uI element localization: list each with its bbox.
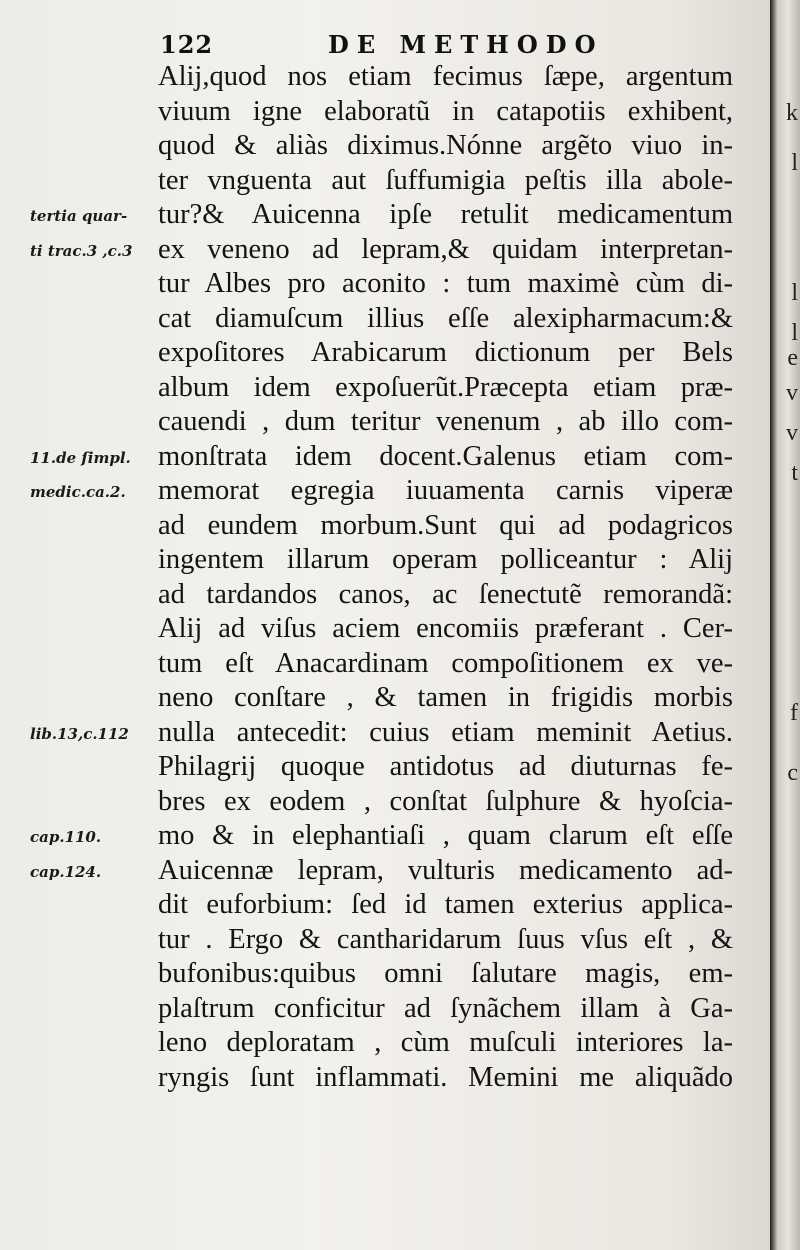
text-line: monſtrata idem docent.Galenus etiam com- xyxy=(158,440,733,472)
adjacent-page-letter: v xyxy=(786,380,798,406)
text-line: album idem expoſuerũt.Præcepta etiam præ- xyxy=(158,371,733,403)
adjacent-page-letter: l xyxy=(791,150,798,176)
text-line: ad tardandos canos, ac ſenectutẽ remorandã: xyxy=(158,578,733,610)
text-line: tur Albes pro aconito : tum maximè cùm di- xyxy=(158,268,733,299)
text-line: mo & in elephantiaſi , quam clarum eſt eſſe xyxy=(158,820,733,851)
adjacent-page-letter: e xyxy=(787,345,798,371)
text-line: leno deploratam , cùm muſculi interiores la- xyxy=(158,1027,733,1058)
text-line: bufonibus:quibus omni ſalutare magis, em- xyxy=(158,958,733,989)
text-line: nulla antecedit: cuius etiam meminit Aetius. xyxy=(158,716,733,748)
margin-note: 11.de ſimpl. xyxy=(30,448,131,467)
margin-note: medic.ca.2. xyxy=(30,483,126,501)
adjacent-page-edge xyxy=(770,0,800,1250)
page-number: 122 xyxy=(160,30,214,59)
adjacent-page-letter: c xyxy=(787,760,798,786)
text-line: bres ex eodem , conſtat ſulphure & hyoſcia- xyxy=(158,785,733,817)
text-line: viuum igne elaboratũ in catapotiis exhibent, xyxy=(158,95,733,127)
adjacent-page-letter: l xyxy=(791,280,798,306)
text-line: tur?& Auicenna ipſe retulit medicamentum xyxy=(158,199,733,230)
margin-note: tertia quar- xyxy=(30,207,128,225)
page-header xyxy=(160,30,725,60)
text-line: expoſitores Arabicarum dictionum per Bels xyxy=(158,337,733,368)
text-line: tum eſt Anacardinam compoſitionem ex ve- xyxy=(158,647,733,679)
adjacent-page-letter: k xyxy=(786,100,798,126)
text-line: quod & aliàs diximus.Nónne argẽto viuo in- xyxy=(158,130,733,161)
running-title: DE METHODO xyxy=(328,30,604,59)
text-line: tur . Ergo & cantharidarum ſuus vſus eſt , & xyxy=(158,923,733,955)
margin-note: ti trac.3 ,c.3 xyxy=(30,241,133,260)
text-line: ex veneno ad lepram,& quidam interpretan- xyxy=(158,233,733,265)
text-line: ter vnguenta aut ſuffumigia peſtis illa abole- xyxy=(158,164,733,196)
text-line: memorat egregia iuuamenta carnis viperæ xyxy=(158,475,733,506)
text-line: ryngis ſunt inflammati. Memini me aliquãdo xyxy=(158,1061,733,1093)
text-line: plaſtrum conficitur ad ſynãchem illam à Ga- xyxy=(158,992,733,1024)
margin-note: cap.110. xyxy=(30,828,102,846)
text-line: dit euforbium: ſed id tamen exterius applica- xyxy=(158,889,733,920)
text-line: ad eundem morbum.Sunt qui ad podagricos xyxy=(158,509,733,541)
adjacent-page-letter: t xyxy=(791,460,798,486)
text-line: ingentem illarum operam polliceantur : Alij xyxy=(158,544,733,575)
body-text xyxy=(158,60,733,1095)
text-line: neno conſtare , & tamen in frigidis morbis xyxy=(158,682,733,713)
margin-note: lib.13,c.112 xyxy=(30,724,129,743)
text-line: Alij,quod nos etiam fecimus ſæpe, argentum xyxy=(158,61,733,92)
text-line: cat diamuſcum illius eſſe alexipharmacum:& xyxy=(158,302,733,334)
text-line: Alij ad viſus aciem encomiis præferant . Cer- xyxy=(158,613,733,644)
text-line: cauendi , dum teritur venenum , ab illo com- xyxy=(158,406,733,437)
text-line: Auicennæ lepram, vulturis medicamento ad- xyxy=(158,854,733,886)
margin-note: cap.124. xyxy=(30,862,102,881)
text-line: Philagrij quoque antidotus ad diuturnas fe- xyxy=(158,751,733,782)
adjacent-page-letter: v xyxy=(786,420,798,446)
adjacent-page-letter: f xyxy=(790,700,798,726)
adjacent-page-letter: l xyxy=(791,320,798,346)
